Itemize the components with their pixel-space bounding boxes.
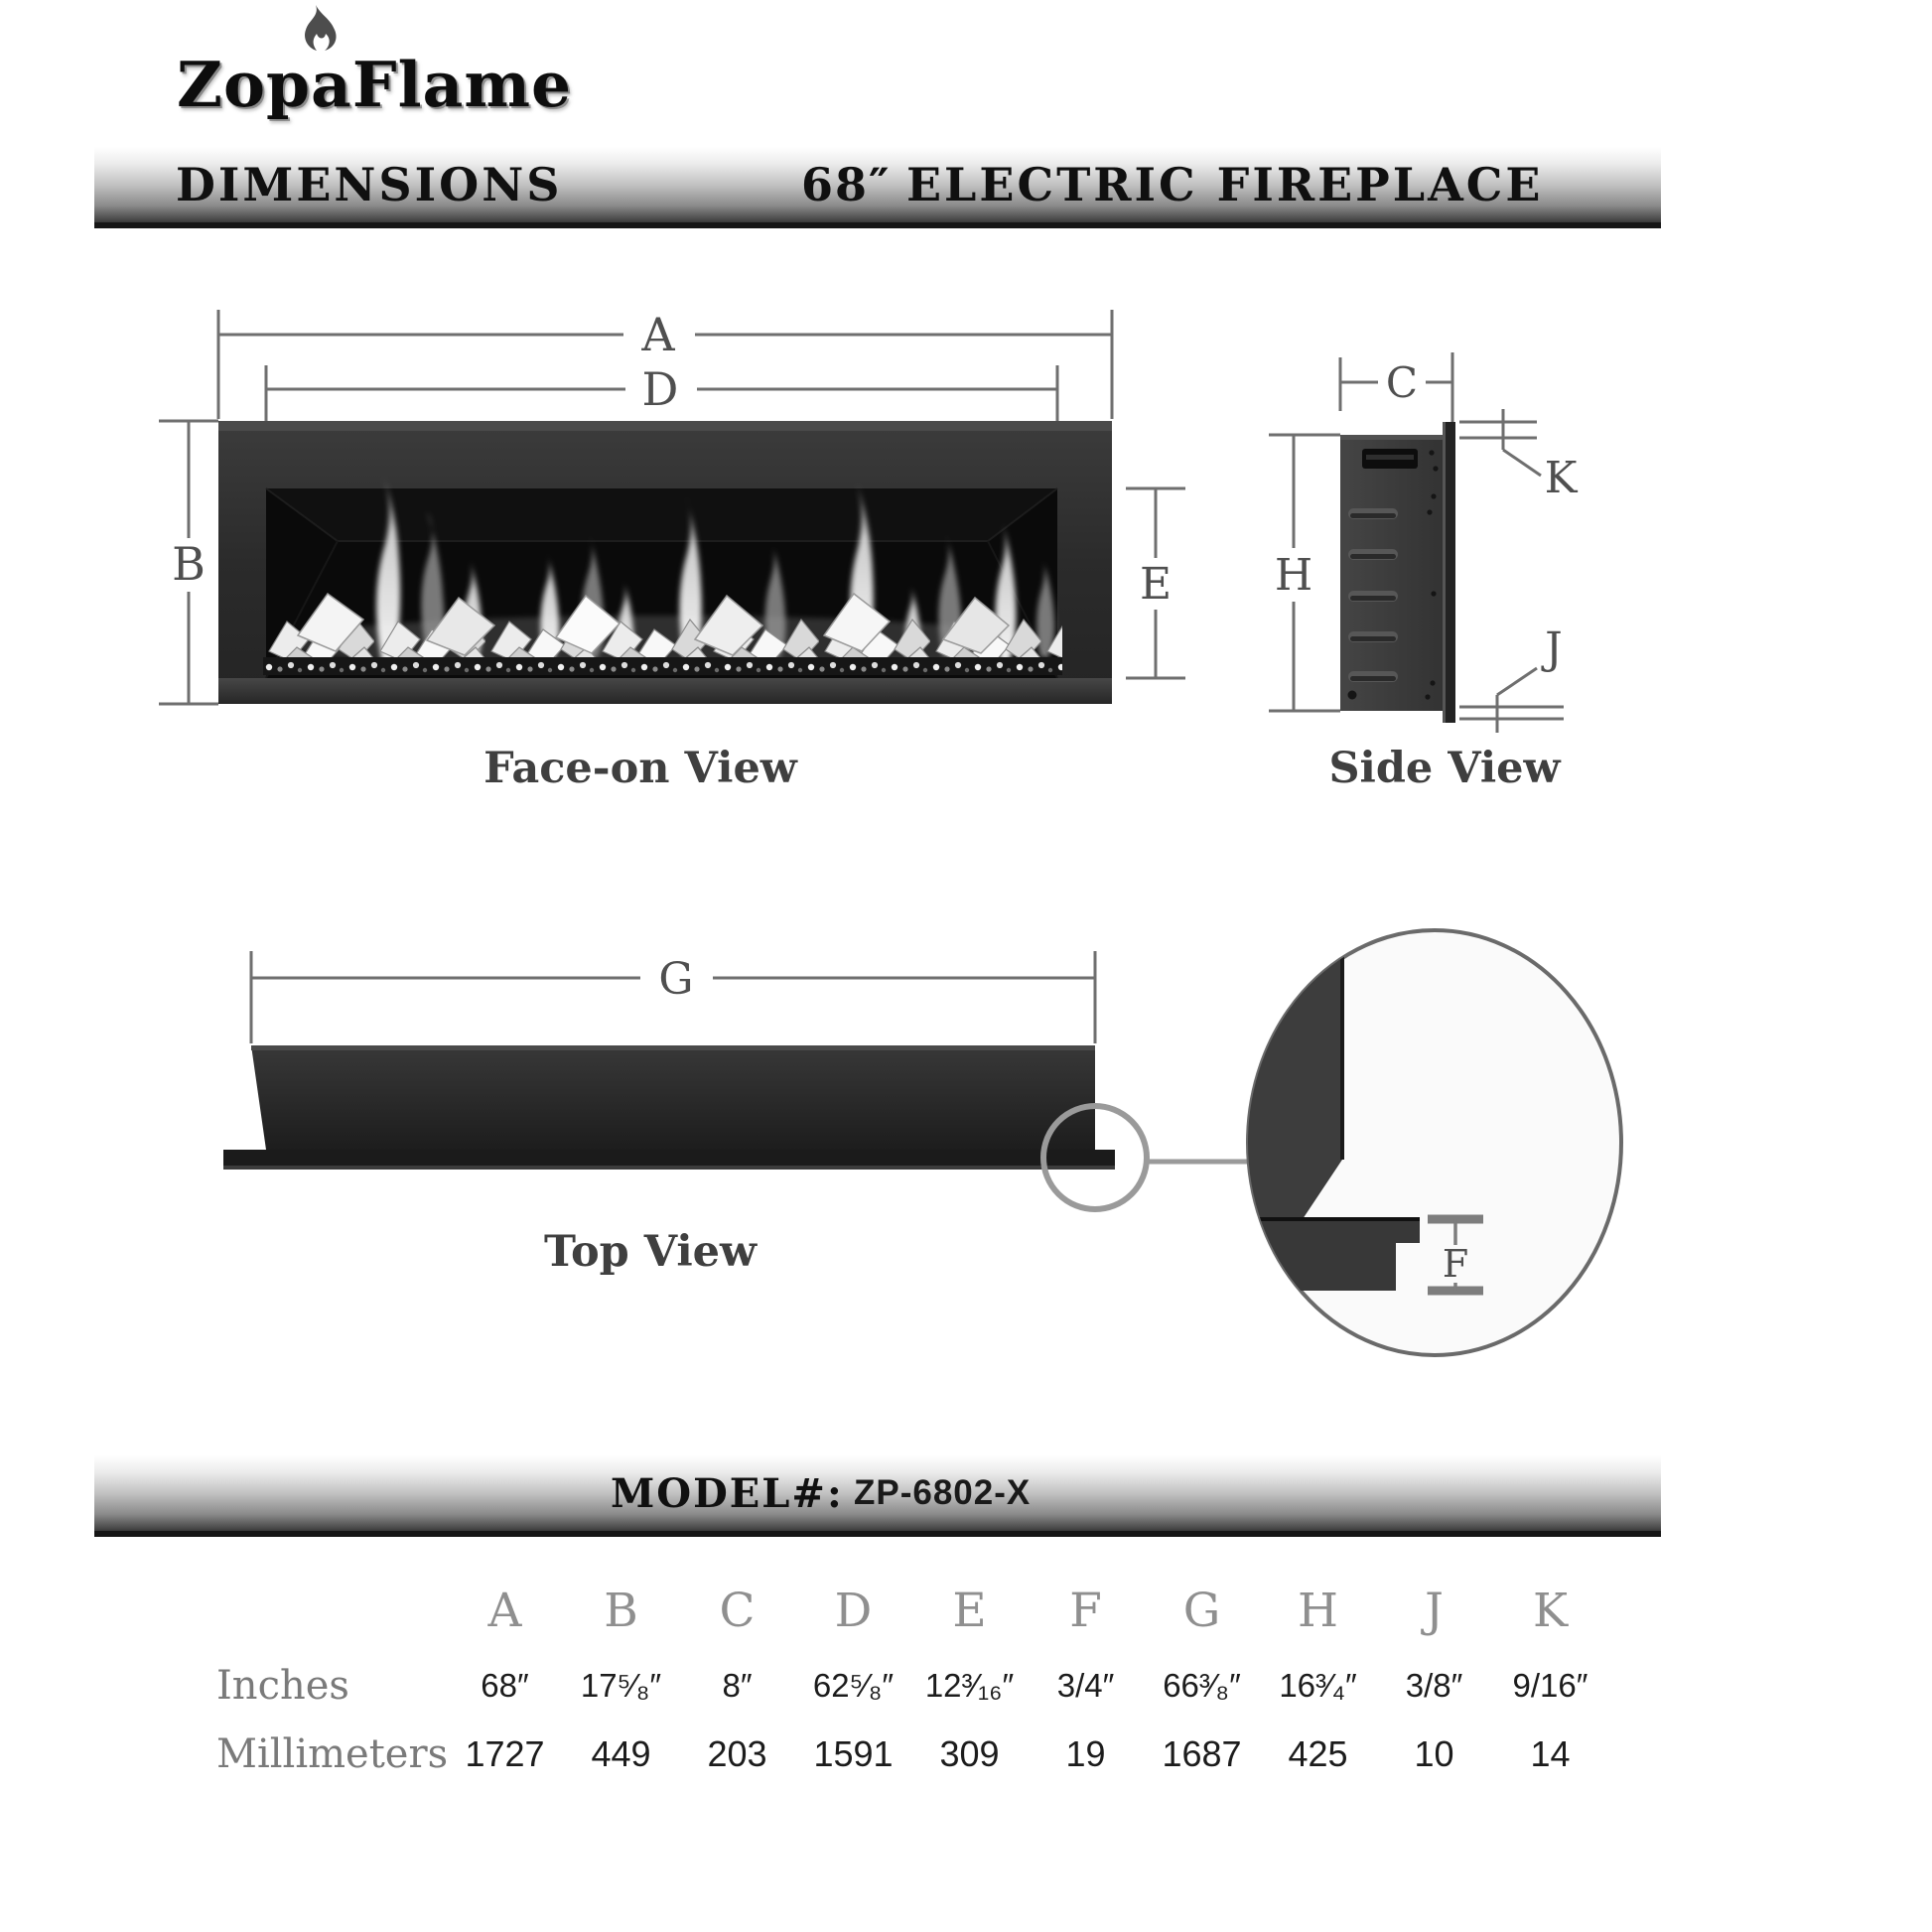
inches-F: 3/4″ xyxy=(1056,1667,1115,1704)
mm-K: 14 xyxy=(1530,1733,1571,1774)
col-header-B: B xyxy=(604,1583,638,1638)
mm-F: 19 xyxy=(1065,1733,1106,1774)
mm-G: 1687 xyxy=(1162,1733,1242,1774)
top-body xyxy=(223,1045,1115,1170)
col-header-F: F xyxy=(1069,1583,1102,1638)
row-label-millimeters: Millimeters xyxy=(216,1731,449,1777)
col-header-E: E xyxy=(952,1583,987,1638)
mm-J: 10 xyxy=(1414,1733,1454,1774)
col-header-J: J xyxy=(1425,1583,1444,1638)
dim-label-A: A xyxy=(641,308,675,361)
side-body xyxy=(1340,422,1455,723)
face-on-view xyxy=(159,308,1185,793)
col-header-K: K xyxy=(1532,1583,1569,1638)
dim-label-K: K xyxy=(1544,453,1578,503)
ember-strip xyxy=(263,657,1062,675)
side-view xyxy=(1269,352,1579,793)
dim-label-B: B xyxy=(172,537,206,591)
crystal-bed xyxy=(263,606,1062,665)
model-label: MODEL#: xyxy=(611,1469,844,1517)
dim-label-J: J xyxy=(1545,623,1563,674)
callout-J xyxy=(1459,668,1564,733)
inches-D: 62⁵⁄₈″ xyxy=(812,1667,895,1704)
inches-E: 12³⁄₁₆″ xyxy=(924,1667,1015,1704)
product-size: 68″ xyxy=(801,158,892,211)
top-view xyxy=(223,923,1621,1355)
fireplace-front xyxy=(218,421,1112,704)
inches-C: 8″ xyxy=(722,1667,753,1704)
col-header-C: C xyxy=(719,1583,756,1638)
mm-A: 1727 xyxy=(465,1733,545,1774)
side-caption: Side View xyxy=(1328,744,1561,793)
row-label-inches: Inches xyxy=(216,1663,349,1709)
model-banner xyxy=(94,1455,1661,1537)
inches-K: 9/16″ xyxy=(1512,1667,1588,1704)
mm-E: 309 xyxy=(939,1733,1000,1774)
mm-H: 425 xyxy=(1288,1733,1348,1774)
face-on-caption: Face-on View xyxy=(483,744,797,793)
detail-ellipse xyxy=(1231,923,1621,1355)
dim-label-G: G xyxy=(658,954,694,1005)
top-caption: Top View xyxy=(543,1227,758,1277)
inches-H: 16³⁄₄″ xyxy=(1279,1667,1357,1704)
model-number: ZP-6802-X xyxy=(854,1473,1032,1512)
mm-C: 203 xyxy=(707,1733,767,1774)
mm-B: 449 xyxy=(591,1733,651,1774)
mm-D: 1591 xyxy=(813,1733,894,1774)
col-header-D: D xyxy=(834,1583,873,1638)
inches-G: 66³⁄₈″ xyxy=(1163,1667,1241,1704)
dim-label-H: H xyxy=(1274,550,1313,601)
callout-K xyxy=(1459,409,1541,476)
dim-label-D: D xyxy=(641,362,679,416)
product-name: ELECTRIC FIREPLACE xyxy=(906,158,1544,211)
inches-A: 68″ xyxy=(481,1667,529,1704)
dim-label-C: C xyxy=(1385,358,1419,407)
inches-J: 3/8″ xyxy=(1405,1667,1463,1704)
dim-label-E: E xyxy=(1139,559,1173,610)
col-header-H: H xyxy=(1298,1583,1338,1638)
inches-B: 17⁵⁄₈″ xyxy=(580,1667,662,1704)
col-header-G: G xyxy=(1182,1583,1221,1638)
col-header-A: A xyxy=(487,1583,522,1638)
dimensions-table xyxy=(149,1573,1608,1785)
dim-label-F: F xyxy=(1442,1242,1469,1286)
dimensions-title: DIMENSIONS xyxy=(176,158,563,211)
logo-text: ZopaFlame xyxy=(177,48,573,121)
